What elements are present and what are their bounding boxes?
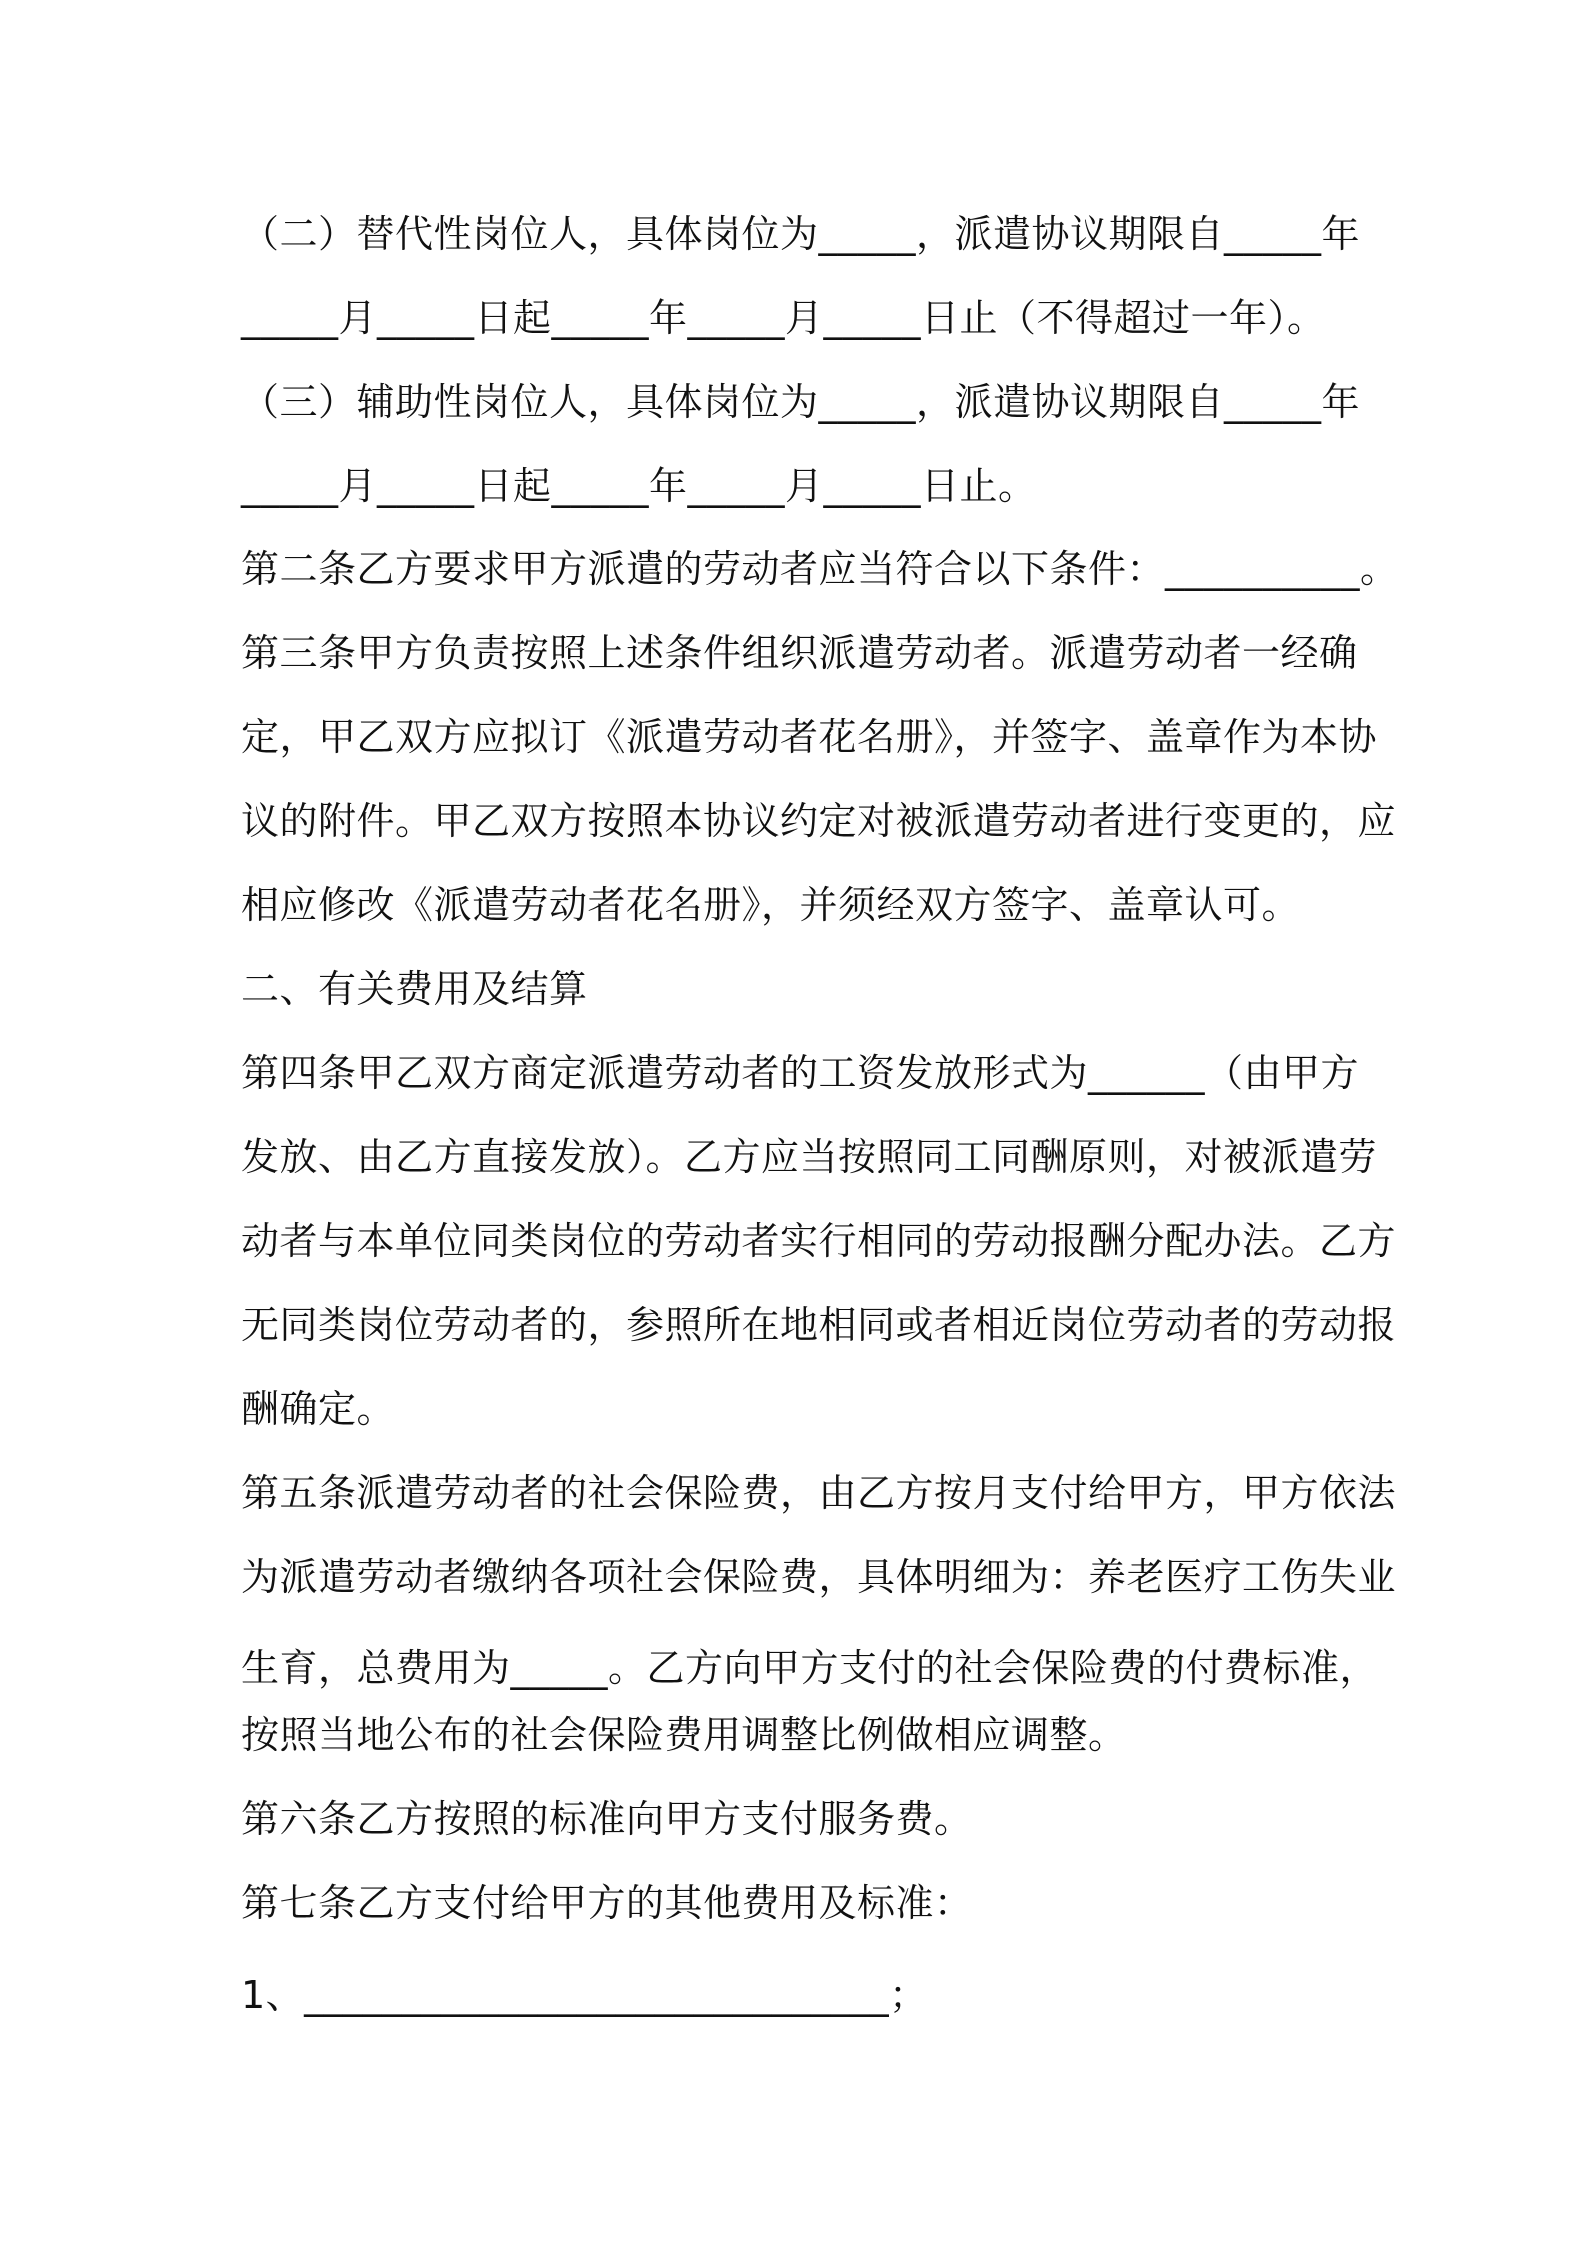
article-5-line-3: 生育，总费用为_____。乙方向甲方支付的社会保险费的付费标准， xyxy=(241,1646,1379,1690)
article-4-line-1: 第四条甲乙双方商定派遣劳动者的工资发放形式为______（由甲方 xyxy=(241,1051,1360,1095)
article-5-line-4: 按照当地公布的社会保险费用调整比例做相应调整。 xyxy=(241,1713,1127,1757)
article-2-line-1: 第二条乙方要求甲方派遣的劳动者应当符合以下条件：__________。 xyxy=(241,547,1399,591)
article-4-line-2: 发放、由乙方直接发放）。乙方应当按照同工同酬原则，对被派遣劳 xyxy=(241,1135,1378,1179)
article-5-line-1: 第五条派遣劳动者的社会保险费，由乙方按月支付给甲方，甲方依法 xyxy=(241,1471,1397,1515)
article-3-line-4: 相应修改《派遣劳动者花名册》，并须经双方签字、盖章认可。 xyxy=(241,883,1301,927)
article-3-line-2: 定，甲乙双方应拟订《派遣劳动者花名册》，并签字、盖章作为本协 xyxy=(241,715,1378,759)
article-3-line-1: 第三条甲方负责按照上述条件组织派遣劳动者。派遣劳动者一经确 xyxy=(241,631,1358,675)
section-2-heading: 二、有关费用及结算 xyxy=(241,967,588,1011)
clause-2-2-line-2: _____月_____日起_____年_____月_____日止（不得超过一年）。 xyxy=(241,296,1326,340)
article-4-line-3: 动者与本单位同类岗位的劳动者实行相同的劳动报酬分配办法。乙方 xyxy=(241,1219,1397,1263)
clause-2-3-line-1: （三）辅助性岗位人，具体岗位为_____，派遣协议期限自_____年 xyxy=(241,380,1361,424)
article-7-line-1: 第七条乙方支付给甲方的其他费用及标准： xyxy=(241,1881,973,1925)
clause-2-2-line-1: （二）替代性岗位人，具体岗位为_____，派遣协议期限自_____年 xyxy=(241,212,1361,256)
article-4-line-5: 酬确定。 xyxy=(241,1387,396,1431)
article-6-line-1: 第六条乙方按照的标准向甲方支付服务费。 xyxy=(241,1797,973,1841)
article-5-line-2: 为派遣劳动者缴纳各项社会保险费，具体明细为：养老医疗工伤失业 xyxy=(241,1555,1397,1599)
article-3-line-3: 议的附件。甲乙双方按照本协议约定对被派遣劳动者进行变更的，应 xyxy=(241,799,1397,843)
clause-2-3-line-2: _____月_____日起_____年_____月_____日止。 xyxy=(241,464,1037,508)
article-7-item-1: 1、______________________________； xyxy=(241,1973,928,2017)
article-4-line-4: 无同类岗位劳动者的，参照所在地相同或者相近岗位劳动者的劳动报 xyxy=(241,1303,1397,1347)
